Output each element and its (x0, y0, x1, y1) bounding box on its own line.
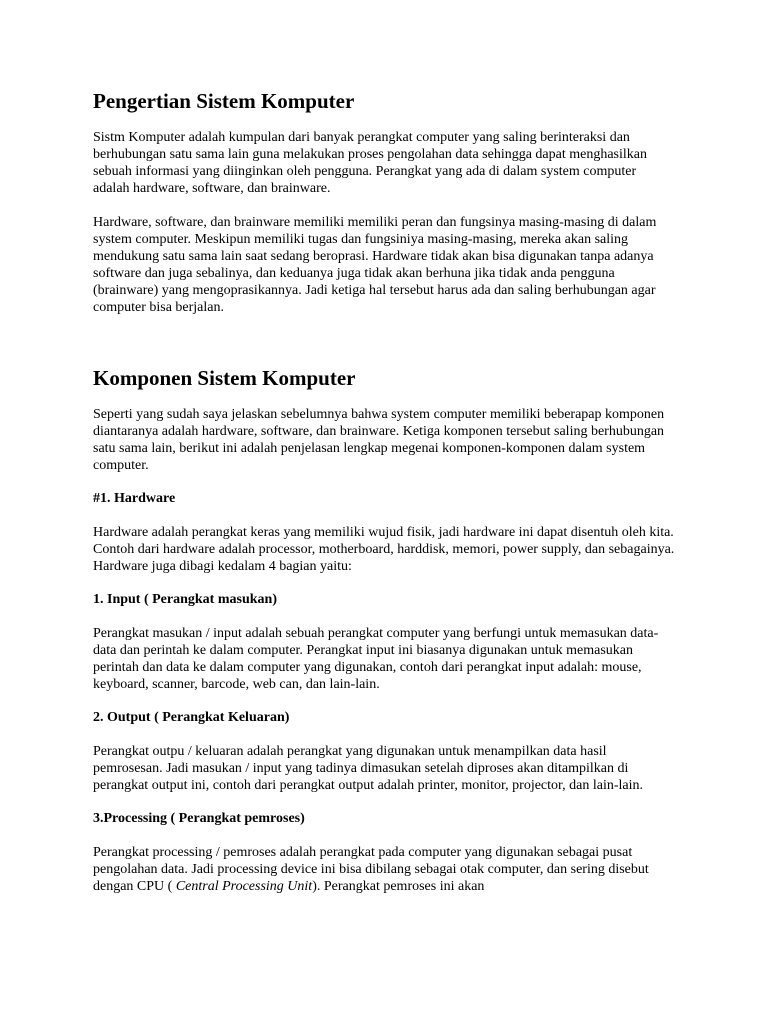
paragraph-hardware: Hardware adalah perangkat keras yang memiliki wujud fisik, jadi hardware ini dapat disentuh oleh kita. Contoh dari hardware adalah processor, motherboard, harddisk, memori, power supply, dan sebagainya. Hardware juga dibagi kedalam 4 bagian yaitu: (93, 525, 675, 574)
subheading-input: 1. Input ( Perangkat masukan) (93, 592, 277, 607)
processing-text-italic: Central Processing Unit (175, 879, 313, 894)
paragraph-input: Perangkat masukan / input adalah sebuah perangkat computer yang berfungi untuk memasukan data-data dan perintah ke dalam computer. Perangkat input ini biasanya digunakan untuk memasukan perintah dan data ke dalam computer yang digunakan, contoh dari perangkat input adalah: mouse, keyboard, scanner, barcode, web can, dan lain-lain. (93, 626, 659, 692)
paragraph-pengertian-2: Hardware, software, dan brainware memiliki memiliki peran dan fungsinya masing-masing di dalam system computer. Meskipun memiliki tugas dan fungsiniya masing-masing, mereka akan saling mendukung satu sama lain saat sedang beroprasi. Hardware tidak akan bisa digunakan tanpa adanya software dan juga sebalinya, dan keduanya juga tidak akan berhuna jika tidak anda pengguna (brainware) yang mengoprasikannya. Jadi ketiga hal tersebut harus ada dan saling berhubungan agar computer bisa berjalan. (93, 215, 657, 315)
section-title-pengertian: Pengertian Sistem Komputer (93, 89, 355, 113)
subheading-hardware: #1. Hardware (93, 491, 176, 506)
paragraph-output: Perangkat outpu / keluaran adalah perangkat yang digunakan untuk menampilkan data hasil pemrosesan. Jadi masukan / input yang tadinya dimasukan setelah diproses akan ditampilkan di perangkat output ini, contoh dari perangkat output adalah printer, monitor, projector, dan lain-lain. (93, 744, 643, 793)
paragraph-processing (93, 844, 676, 895)
paragraph-komponen-intro: Seperti yang sudah saya jelaskan sebelumnya bahwa system computer memiliki beberapap komponen diantaranya adalah hardware, software, dan brainware. Ketiga komponen tersebut saling berhubungan satu sama lain, berikut ini adalah penjelasan lengkap megenai komponen-komponen dalam system computer. (93, 407, 665, 473)
processing-text-before: Perangkat processing / pemroses adalah perangkat pada computer yang digunakan sebagai pusat pengolahan data. Jadi processing device ini bisa dibilang sebagai otak computer, dan sering disebut dengan CPU ( (93, 845, 649, 894)
subheading-output: 2. Output ( Perangkat Keluaran) (93, 710, 290, 725)
processing-text-after: ). Perangkat pemroses ini akan (312, 879, 485, 894)
paragraph-pengertian-1: Sistm Komputer adalah kumpulan dari banyak perangkat computer yang saling berinteraksi dan berhubungan satu sama lain guna melakukan proses pengolahan data sehingga dapat menghasilkan sebuah informasi yang diinginkan oleh pengguna. Perangkat yang ada di dalam system computer adalah hardware, software, dan brainware. (93, 130, 647, 196)
subheading-processing: 3.Processing ( Perangkat pemroses) (93, 811, 305, 826)
section-title-komponen: Komponen Sistem Komputer (93, 366, 356, 390)
